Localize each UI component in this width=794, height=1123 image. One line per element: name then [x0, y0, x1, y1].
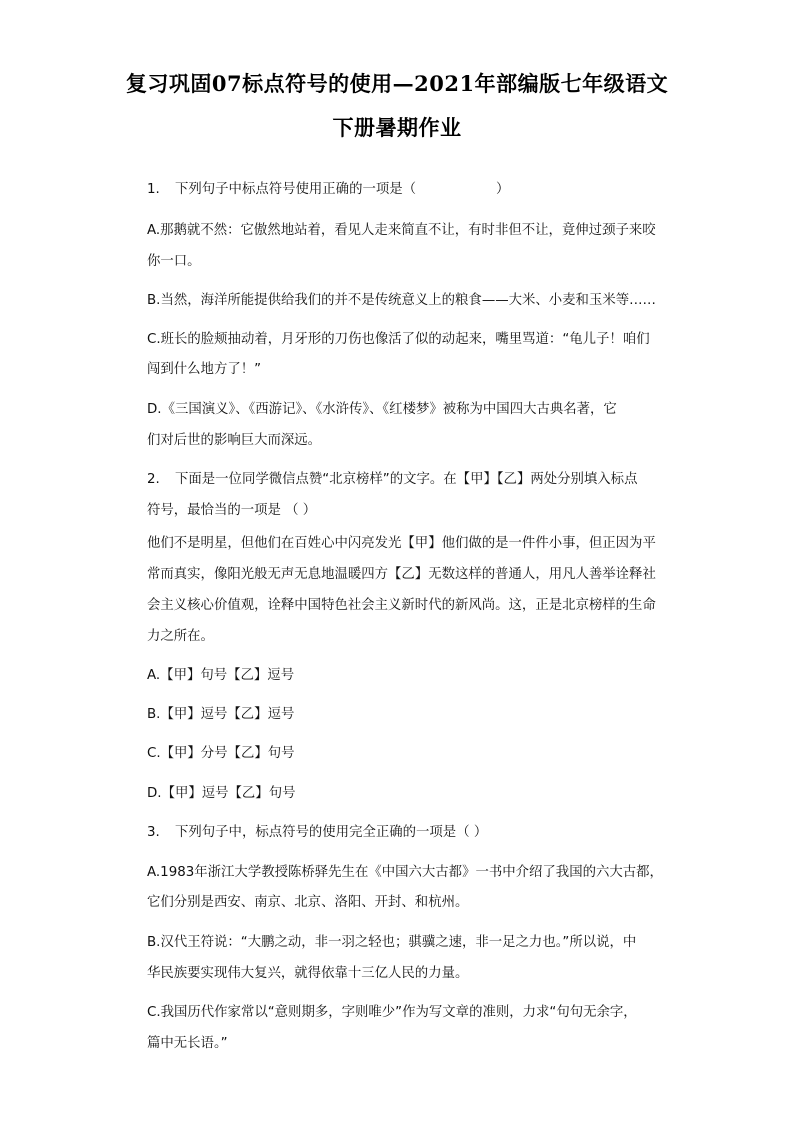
- question-3-stem-text: 下列句子中，标点符号的使用完全正确的一项是（ ）: [175, 825, 488, 840]
- question-1-option-a-line-2: 你一口。: [147, 254, 201, 269]
- question-3-option-c-line-1: C.我国历代作家常以“意则期多，字则唯少”作为写文章的准则，力求“句句无余字，: [147, 1005, 637, 1020]
- question-2-stem-text: 下面是一位同学微信点赞“北京榜样”的文字。在【甲】【乙】两处分别填入标点: [175, 472, 638, 487]
- question-2-number: 2.: [147, 472, 160, 487]
- question-3-option-b-line-1: B.汉代王符说：“大鹏之动，非一羽之轻也；骐骥之速，非一足之力也。”所以说，中: [147, 935, 637, 950]
- document-title-line-2: 下册暑期作业: [332, 115, 462, 140]
- question-2-stem-line-1: [147, 471, 637, 489]
- question-1-option-c-line-2: 闯到什么地方了！”: [147, 362, 262, 377]
- question-2-passage-line-3: 会主义核心价值观，诠释中国特色社会主义新时代的新风尚。这，正是北京榜样的生命: [147, 598, 656, 613]
- question-1-option-d-line-1: D.《三国演义》、《西游记》、《水浒传》、《红楼梦》被称为中国四大古典名著，它: [147, 402, 617, 417]
- question-3-option-a-line-1: A.1983年浙江大学教授陈桥驿先生在《中国六大古都》一书中介绍了我国的六大古都，: [147, 865, 663, 880]
- question-1-stem-close: ）: [496, 182, 510, 197]
- question-3-option-a-line-2: 它们分别是西安、南京、北京、洛阳、开封、和杭州。: [147, 895, 469, 910]
- question-1-stem-text: 下列句子中标点符号使用正确的一项是（: [175, 182, 417, 197]
- question-1-option-a-line-1: A.那鹅就不然：它傲然地站着，看见人走来简直不让，有时非但不让，竟伸过颈子来咬: [147, 223, 656, 238]
- question-2-passage-line-2: 常而真实，像阳光般无声无息地温暖四方【乙】无数这样的普通人，用凡人善举诠释社: [147, 567, 656, 582]
- question-2-option-b: B.【甲】逗号【乙】逗号: [147, 707, 295, 722]
- question-1-option-d-line-2: 们对后世的影响巨大而深远。: [147, 433, 322, 448]
- question-3-stem: [147, 824, 487, 842]
- question-2-passage-line-4: 力之所在。: [147, 629, 214, 644]
- question-2-option-d: D.【甲】逗号【乙】句号: [147, 786, 296, 801]
- question-1-option-c-line-1: C.班长的脸颊抽动着，月牙形的刀伤也像活了似的动起来，嘴里骂道：“龟儿子！咱们: [147, 332, 650, 347]
- question-3-number: 3.: [147, 825, 160, 840]
- question-1-option-b: B.当然，海洋所能提供给我们的并不是传统意义上的粮食——大米、小麦和玉米等……: [147, 293, 656, 308]
- question-2-option-a: A.【甲】句号【乙】逗号: [147, 668, 295, 683]
- question-2-option-c: C.【甲】分号【乙】句号: [147, 746, 295, 761]
- question-2-passage-line-1: 他们不是明星，但他们在百姓心中闪亮发光【甲】他们做的是一件件小事，但正因为平: [147, 536, 656, 551]
- question-1-number: 1.: [147, 182, 160, 197]
- question-1-stem: [147, 181, 509, 199]
- question-2-stem-line-2: 符号，最恰当的一项是 （ ）: [147, 503, 317, 518]
- question-3-option-b-line-2: 华民族要实现伟大复兴，就得依靠十三亿人民的力量。: [147, 966, 469, 981]
- question-3-option-c-line-2: 篇中无长语。”: [147, 1036, 228, 1051]
- document-title-line-1: 复习巩固07标点符号的使用—2021年部编版七年级语文: [125, 71, 669, 96]
